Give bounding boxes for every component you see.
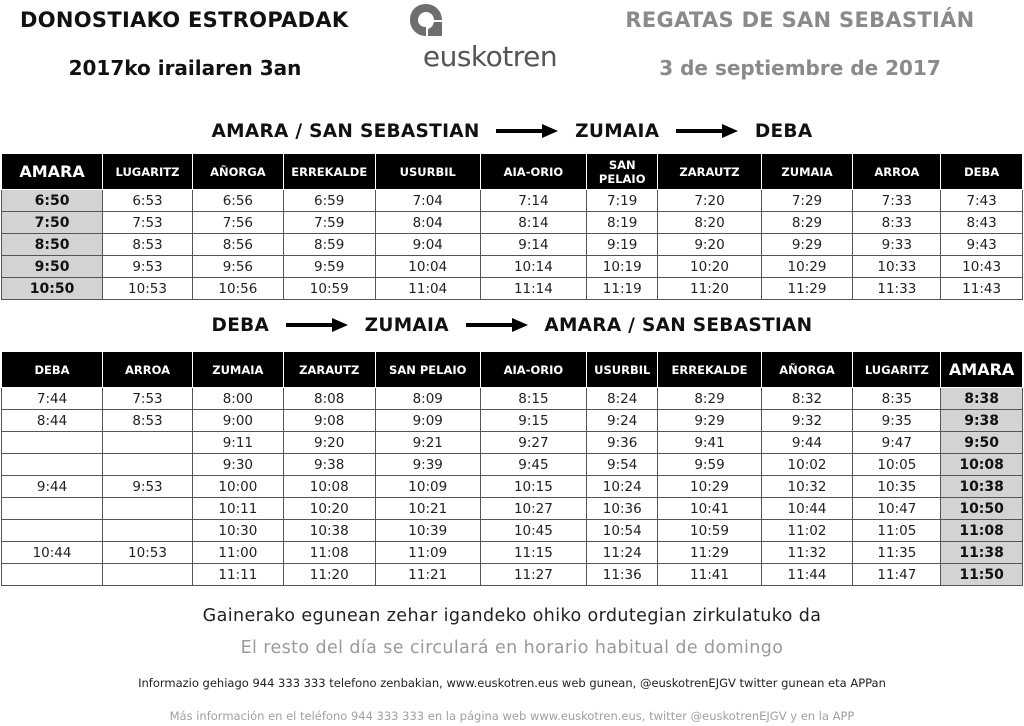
date-spanish: 3 de septiembre de 2017 [659, 56, 941, 80]
time-cell: 10:47 [853, 498, 941, 520]
info-basque: Informazio gehiago 944 333 333 telefono zenbakian, www.euskotren.eus web gunean, @euskotrenEJGV twitter gunean eta APPan [138, 676, 886, 690]
column-header: ZUMAIA [761, 154, 853, 190]
table-row [2, 234, 1023, 256]
time-cell: 9:30 [192, 454, 283, 476]
note-basque: Gainerako egunean zehar igandeko ohiko ordutegian zirkulatuko da [202, 606, 822, 626]
time-cell: 10:04 [375, 256, 480, 278]
time-cell: 10:20 [658, 256, 761, 278]
time-cell: 10:36 [586, 498, 657, 520]
time-cell [103, 454, 193, 476]
time-cell: 11:04 [375, 278, 480, 300]
time-cell [2, 454, 103, 476]
time-cell: 10:44 [2, 542, 103, 564]
time-cell: 10:50 [941, 498, 1023, 520]
table-row [2, 256, 1023, 278]
arrow-right-icon [286, 318, 348, 332]
route-outbound-via: ZUMAIA [575, 120, 660, 142]
time-cell: 8:53 [103, 234, 193, 256]
table-row [2, 212, 1023, 234]
column-header: ZARAUTZ [658, 154, 761, 190]
route-outbound [0, 120, 1024, 146]
time-cell: 7:50 [2, 212, 103, 234]
column-header: AÑORGA [192, 154, 283, 190]
time-cell: 10:54 [586, 520, 657, 542]
time-cell: 10:39 [375, 520, 480, 542]
column-header: SAN PELAIO [375, 352, 480, 388]
time-cell: 10:11 [192, 498, 283, 520]
time-cell: 11:20 [658, 278, 761, 300]
time-cell: 10:53 [103, 542, 193, 564]
table-row [2, 454, 1023, 476]
time-cell: 11:20 [283, 564, 375, 586]
time-cell: 11:33 [853, 278, 941, 300]
time-cell: 11:15 [480, 542, 586, 564]
time-cell: 11:36 [586, 564, 657, 586]
time-cell: 10:02 [761, 454, 853, 476]
time-cell: 10:53 [103, 278, 193, 300]
time-cell: 11:29 [761, 278, 853, 300]
time-cell: 11:14 [480, 278, 586, 300]
time-cell: 8:35 [853, 388, 941, 410]
column-header: ARROA [853, 154, 941, 190]
table-row [2, 520, 1023, 542]
time-cell [103, 432, 193, 454]
time-cell: 9:56 [192, 256, 283, 278]
time-cell: 9:36 [586, 432, 657, 454]
table-row [2, 564, 1023, 586]
time-cell: 8:20 [658, 212, 761, 234]
column-header: AIA-ORIO [480, 352, 586, 388]
time-cell: 10:05 [853, 454, 941, 476]
time-cell: 11:27 [480, 564, 586, 586]
time-cell: 9:21 [375, 432, 480, 454]
time-cell: 10:59 [658, 520, 761, 542]
note-spanish: El resto del día se circulará en horario habitual de domingo [240, 638, 784, 658]
time-cell: 9:24 [586, 410, 657, 432]
table-row [2, 278, 1023, 300]
time-cell: 8:53 [103, 410, 193, 432]
time-cell: 8:50 [2, 234, 103, 256]
arrow-right-icon [496, 124, 558, 138]
time-cell: 10:08 [941, 454, 1023, 476]
time-cell: 10:20 [283, 498, 375, 520]
time-cell [2, 432, 103, 454]
time-cell: 11:19 [586, 278, 657, 300]
time-cell: 8:29 [658, 388, 761, 410]
route-return-to: AMARA / SAN SEBASTIAN [544, 314, 813, 336]
column-header: SAN PELAIO [586, 154, 657, 190]
time-cell: 11:44 [761, 564, 853, 586]
time-cell: 8:59 [283, 234, 375, 256]
title-basque: DONOSTIAKO ESTROPADAK [20, 8, 349, 32]
time-cell: 9:44 [2, 476, 103, 498]
table-row [2, 410, 1023, 432]
time-cell: 11:38 [941, 542, 1023, 564]
time-cell: 11:32 [761, 542, 853, 564]
time-cell: 10:29 [658, 476, 761, 498]
time-cell: 9:50 [2, 256, 103, 278]
brand-name: euskotren [422, 40, 558, 73]
time-cell: 8:08 [283, 388, 375, 410]
time-cell: 11:00 [192, 542, 283, 564]
timetable-outbound [1, 153, 1023, 300]
column-header: ZUMAIA [192, 352, 283, 388]
timetable-return-body [2, 388, 1023, 586]
timetable-return-header [2, 352, 1023, 388]
time-cell: 10:29 [761, 256, 853, 278]
time-cell: 8:09 [375, 388, 480, 410]
time-cell: 10:08 [283, 476, 375, 498]
time-cell: 7:33 [853, 190, 941, 212]
time-cell: 9:32 [761, 410, 853, 432]
table-row [2, 476, 1023, 498]
time-cell: 9:50 [941, 432, 1023, 454]
time-cell: 11:43 [941, 278, 1023, 300]
time-cell: 10:35 [853, 476, 941, 498]
time-cell: 8:38 [941, 388, 1023, 410]
time-cell: 7:19 [586, 190, 657, 212]
column-header: DEBA [2, 352, 103, 388]
time-cell: 9:39 [375, 454, 480, 476]
timetable-return [1, 351, 1023, 586]
time-cell: 9:29 [761, 234, 853, 256]
time-cell: 8:19 [586, 212, 657, 234]
time-cell: 10:27 [480, 498, 586, 520]
time-cell: 6:59 [283, 190, 375, 212]
timetable-outbound-header [2, 154, 1023, 190]
time-cell: 8:24 [586, 388, 657, 410]
time-cell: 10:32 [761, 476, 853, 498]
time-cell: 11:50 [941, 564, 1023, 586]
time-cell: 10:43 [941, 256, 1023, 278]
column-header: ERREKALDE [658, 352, 761, 388]
time-cell: 7:56 [192, 212, 283, 234]
time-cell: 9:54 [586, 454, 657, 476]
timetable-outbound-body [2, 190, 1023, 300]
time-cell [2, 498, 103, 520]
time-cell [2, 564, 103, 586]
time-cell: 9:47 [853, 432, 941, 454]
time-cell: 10:14 [480, 256, 586, 278]
time-cell [103, 520, 193, 542]
column-header: USURBIL [375, 154, 480, 190]
time-cell: 11:08 [283, 542, 375, 564]
time-cell: 7:20 [658, 190, 761, 212]
arrow-right-icon [466, 318, 528, 332]
time-cell: 11:24 [586, 542, 657, 564]
time-cell: 9:14 [480, 234, 586, 256]
time-cell: 8:14 [480, 212, 586, 234]
column-header: AMARA [941, 352, 1023, 388]
date-basque: 2017ko irailaren 3an [68, 56, 302, 80]
time-cell: 10:15 [480, 476, 586, 498]
time-cell: 7:43 [941, 190, 1023, 212]
table-row [2, 542, 1023, 564]
time-cell: 10:41 [658, 498, 761, 520]
time-cell: 9:00 [192, 410, 283, 432]
time-cell: 11:29 [658, 542, 761, 564]
euskotren-logo [405, 2, 585, 78]
arrow-right-icon [676, 124, 738, 138]
time-cell [2, 520, 103, 542]
time-cell: 10:30 [192, 520, 283, 542]
time-cell: 10:59 [283, 278, 375, 300]
time-cell: 10:38 [283, 520, 375, 542]
time-cell: 10:44 [761, 498, 853, 520]
table-row [2, 432, 1023, 454]
time-cell: 7:44 [2, 388, 103, 410]
column-header: DEBA [941, 154, 1023, 190]
time-cell: 9:33 [853, 234, 941, 256]
time-cell: 9:38 [941, 410, 1023, 432]
table-row [2, 388, 1023, 410]
time-cell [103, 564, 193, 586]
time-cell: 9:59 [658, 454, 761, 476]
time-cell: 11:21 [375, 564, 480, 586]
time-cell: 9:04 [375, 234, 480, 256]
time-cell: 8:56 [192, 234, 283, 256]
time-cell: 8:04 [375, 212, 480, 234]
time-cell: 11:08 [941, 520, 1023, 542]
time-cell: 9:20 [283, 432, 375, 454]
column-header: AÑORGA [761, 352, 853, 388]
time-cell: 6:53 [103, 190, 193, 212]
time-cell: 8:43 [941, 212, 1023, 234]
time-cell: 11:41 [658, 564, 761, 586]
route-return-via: ZUMAIA [364, 314, 449, 336]
column-header: ZARAUTZ [283, 352, 375, 388]
time-cell: 10:33 [853, 256, 941, 278]
time-cell: 10:00 [192, 476, 283, 498]
time-cell: 9:53 [103, 256, 193, 278]
column-header: AMARA [2, 154, 103, 190]
time-cell: 9:35 [853, 410, 941, 432]
column-header: LUGARITZ [853, 352, 941, 388]
time-cell: 7:14 [480, 190, 586, 212]
time-cell: 6:50 [2, 190, 103, 212]
time-cell: 9:08 [283, 410, 375, 432]
time-cell: 10:45 [480, 520, 586, 542]
time-cell: 9:59 [283, 256, 375, 278]
time-cell: 8:33 [853, 212, 941, 234]
route-outbound-to: DEBA [754, 120, 813, 142]
time-cell: 11:47 [853, 564, 941, 586]
time-cell: 10:24 [586, 476, 657, 498]
time-cell: 9:20 [658, 234, 761, 256]
time-cell: 7:53 [103, 212, 193, 234]
time-cell: 9:44 [761, 432, 853, 454]
time-cell: 11:11 [192, 564, 283, 586]
column-header: ARROA [103, 352, 193, 388]
time-cell [103, 498, 193, 520]
time-cell: 10:50 [2, 278, 103, 300]
time-cell: 10:09 [375, 476, 480, 498]
title-spanish: REGATAS DE SAN SEBASTIÁN [625, 8, 975, 32]
time-cell: 9:45 [480, 454, 586, 476]
time-cell: 8:15 [480, 388, 586, 410]
time-cell: 9:29 [658, 410, 761, 432]
column-header: ERREKALDE [283, 154, 375, 190]
column-header: AIA-ORIO [480, 154, 586, 190]
time-cell: 8:29 [761, 212, 853, 234]
route-outbound-from: AMARA / SAN SEBASTIAN [211, 120, 480, 142]
time-cell: 11:05 [853, 520, 941, 542]
time-cell: 9:27 [480, 432, 586, 454]
time-cell: 9:43 [941, 234, 1023, 256]
time-cell: 8:00 [192, 388, 283, 410]
table-row [2, 498, 1023, 520]
time-cell: 10:56 [192, 278, 283, 300]
time-cell: 9:09 [375, 410, 480, 432]
time-cell: 7:29 [761, 190, 853, 212]
column-header: USURBIL [586, 352, 657, 388]
time-cell: 9:38 [283, 454, 375, 476]
euskotren-logo-icon [408, 2, 444, 38]
time-cell: 9:15 [480, 410, 586, 432]
time-cell: 8:44 [2, 410, 103, 432]
time-cell: 7:59 [283, 212, 375, 234]
column-header: LUGARITZ [103, 154, 193, 190]
time-cell: 9:41 [658, 432, 761, 454]
time-cell: 9:11 [192, 432, 283, 454]
time-cell: 11:02 [761, 520, 853, 542]
time-cell: 11:35 [853, 542, 941, 564]
time-cell: 9:19 [586, 234, 657, 256]
time-cell: 8:32 [761, 388, 853, 410]
table-row [2, 190, 1023, 212]
route-return-from: DEBA [211, 314, 270, 336]
time-cell: 7:53 [103, 388, 193, 410]
time-cell: 11:09 [375, 542, 480, 564]
time-cell: 10:21 [375, 498, 480, 520]
time-cell: 10:19 [586, 256, 657, 278]
time-cell: 6:56 [192, 190, 283, 212]
time-cell: 7:04 [375, 190, 480, 212]
time-cell: 10:38 [941, 476, 1023, 498]
time-cell: 9:53 [103, 476, 193, 498]
info-spanish: Más información en el teléfono 944 333 333 en la página web www.euskotren.eus, twitter @euskotrenEJGV y en la APP [169, 709, 855, 723]
route-return [0, 314, 1024, 340]
